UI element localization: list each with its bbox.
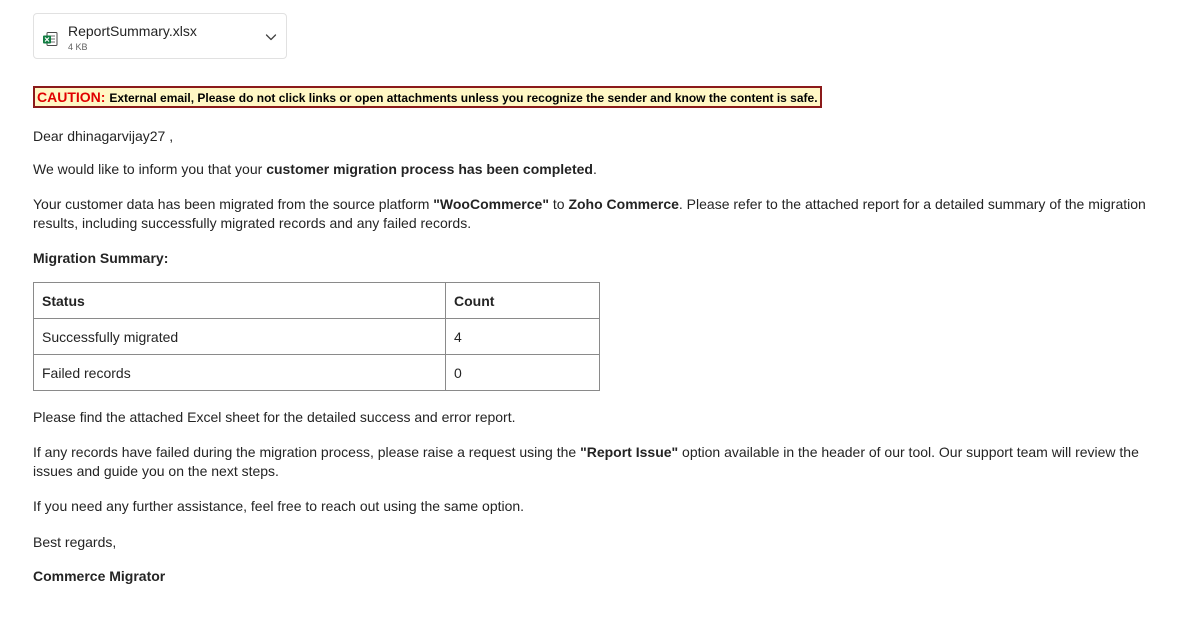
inform-paragraph — [33, 160, 597, 179]
migration-paragraph — [33, 195, 1161, 233]
summary-heading-text: Migration Summary: — [33, 250, 169, 266]
table-cell-count: 0 — [446, 355, 600, 391]
data-suffix: . Please refer to the attached report for a detailed summary of the migration results, including successfully migrated records and any failed records. — [33, 196, 1146, 231]
inform-bold: customer migration process has been completed — [266, 161, 593, 177]
attachment-file-name[interactable]: ReportSummary.xlsx — [68, 23, 197, 39]
data-target: Zoho Commerce — [568, 196, 679, 212]
assistance-paragraph: If you need any further assistance, feel free to reach out using the same option. — [33, 498, 525, 514]
inform-suffix: . — [592, 161, 597, 177]
signature — [33, 567, 165, 586]
inform-prefix: We would like to inform you that your — [33, 161, 267, 177]
table-cell-count: 4 — [446, 319, 600, 355]
failed-prefix: If any records have failed during the migration process, please raise a request using the — [33, 444, 581, 460]
summary-heading — [33, 249, 168, 268]
migration-summary-table — [33, 282, 600, 391]
data-prefix: Your customer data has been migrated from the source platform — [33, 196, 434, 212]
failed-paragraph — [33, 443, 1161, 481]
caution-text: External email, Please do not click links or open attachments unless you recognize the sender and know the content is safe. — [109, 91, 818, 105]
excel-note: Please find the attached Excel sheet for the detailed success and error report. — [33, 409, 516, 425]
caution-banner — [33, 86, 822, 108]
table-row — [34, 355, 600, 391]
signature-text: Commerce Migrator — [33, 568, 166, 584]
table-cell-status: Successfully migrated — [34, 319, 446, 355]
regards: Best regards, — [33, 534, 117, 550]
caution-label: CAUTION: — [37, 89, 106, 105]
failed-suffix: option available in the header of our tool. Our support team will review the issues and guide you on the next steps. — [33, 444, 1139, 479]
table-header-status: Status — [34, 283, 446, 319]
excel-file-icon — [42, 31, 58, 47]
failed-bold: "Report Issue" — [580, 444, 679, 460]
table-header-count: Count — [446, 283, 600, 319]
chevron-down-icon[interactable] — [264, 30, 278, 44]
table-cell-status: Failed records — [34, 355, 446, 391]
data-to: to — [548, 196, 569, 212]
data-source: "WooCommerce" — [433, 196, 549, 212]
attachment-file-size: 4 KB — [68, 42, 88, 52]
greeting: Dear dhinagarvijay27 , — [33, 128, 174, 144]
table-row — [34, 319, 600, 355]
attachment-card[interactable] — [33, 13, 287, 59]
table-header-row — [34, 283, 600, 319]
